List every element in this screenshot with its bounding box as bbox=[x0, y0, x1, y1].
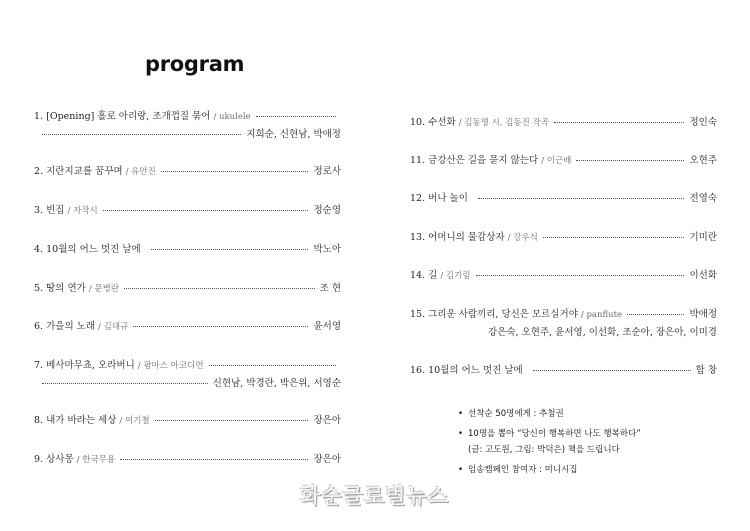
dot-leader bbox=[533, 369, 691, 371]
item-credit: / 이근배 bbox=[541, 156, 572, 166]
item-performers: 지희순, 신현남, 박애정 bbox=[246, 129, 341, 140]
item-title: 4. 10월의 어느 멋진 날에 bbox=[34, 244, 141, 255]
dot-leader bbox=[161, 170, 309, 172]
item-title: 10. 수선화 bbox=[410, 117, 456, 128]
item-credit: / 유안진 bbox=[125, 167, 156, 177]
item-credit: / panflute bbox=[580, 310, 623, 320]
program-item-10 bbox=[410, 116, 717, 130]
program-item-8 bbox=[34, 414, 341, 428]
dot-leader bbox=[133, 325, 308, 327]
program-title: program bbox=[145, 52, 245, 76]
item-credit: / 자작시 bbox=[67, 206, 98, 216]
item-credit: / 강우식 bbox=[507, 233, 538, 243]
item-performer: 기미란 bbox=[689, 232, 717, 243]
item-credit: / 김동명 시, 김동진 작곡 bbox=[458, 118, 549, 128]
note-line: (글: 고도원, 그림: 박덕은) 책을 드립니다 bbox=[468, 445, 620, 455]
item-performer: 박애정 bbox=[689, 309, 717, 320]
item-credit: / 김기림 bbox=[440, 271, 471, 281]
item-title: 3. 빈집 bbox=[34, 205, 65, 216]
item-title: 16. 10월의 어느 멋진 날에 bbox=[410, 365, 523, 376]
dot-leader bbox=[42, 382, 208, 384]
item-performer: 장은아 bbox=[313, 415, 341, 426]
item-credit: / 김대규 bbox=[98, 322, 129, 332]
item-performers: 신현남, 박경란, 박은위, 서영순 bbox=[212, 378, 341, 389]
item-title: 11. 금강산은 길을 묻지 않는다 bbox=[410, 155, 539, 166]
bullet-icon: • bbox=[458, 429, 464, 439]
item-performer: 박노아 bbox=[313, 244, 341, 255]
item-performer: 오현주 bbox=[689, 155, 717, 166]
item-credit: / 한국무용 bbox=[76, 455, 116, 465]
program-item-3 bbox=[34, 204, 341, 218]
item-credit: / 팜마스 아코디언 bbox=[137, 361, 204, 371]
note-line: • 선착순 50명에게 : 추첨권 bbox=[458, 406, 641, 422]
program-item-14 bbox=[410, 269, 717, 283]
program-item-13 bbox=[410, 231, 717, 245]
item-title: 12. 버나 놀이 bbox=[410, 193, 468, 204]
program-item-2 bbox=[34, 165, 341, 179]
item-performer: 윤서영 bbox=[313, 321, 341, 332]
dot-leader bbox=[103, 209, 309, 211]
item-title: 7. 베사마무쵸, 오라버니 bbox=[34, 360, 135, 371]
item-credit: / ukulele bbox=[213, 112, 251, 122]
note-line: • 10명을 뽑아 “당신이 행복하면 나도 행복하다” bbox=[458, 426, 641, 442]
item-performer: 조 현 bbox=[319, 283, 341, 294]
dot-leader bbox=[209, 364, 336, 366]
dot-leader bbox=[478, 197, 685, 199]
item-title: 8. 내가 바라는 세상 bbox=[34, 415, 117, 426]
program-item-15 bbox=[410, 308, 717, 340]
item-credit: / 이기철 bbox=[119, 416, 150, 426]
item-performer: 합 창 bbox=[695, 365, 717, 376]
dot-leader bbox=[120, 458, 308, 460]
item-performers: 강은숙, 오현주, 윤서영, 이선화, 조순아, 장은아, 이미경 bbox=[488, 327, 717, 338]
program-item-6 bbox=[34, 320, 341, 334]
bullet-icon: • bbox=[458, 409, 464, 419]
dot-leader bbox=[256, 115, 336, 117]
dot-leader bbox=[543, 236, 685, 238]
program-item-12 bbox=[410, 192, 717, 206]
item-title: 15. 그리운 사람끼리, 당신은 모르실거야 bbox=[410, 309, 578, 320]
item-title: 5. 땅의 연가 bbox=[34, 283, 86, 294]
dot-leader bbox=[124, 287, 315, 289]
event-notes bbox=[458, 406, 641, 478]
note-line: • 임송캠페인 참여자 : 미니시집 bbox=[458, 462, 641, 478]
program-item-1 bbox=[34, 110, 341, 142]
dot-leader bbox=[476, 274, 685, 276]
dot-leader bbox=[155, 419, 309, 421]
watermark: 화순글로벌뉴스 bbox=[300, 484, 450, 508]
program-item-7 bbox=[34, 359, 341, 391]
item-performer: 정인숙 bbox=[689, 117, 717, 128]
item-title: 2. 지란지교를 꿈꾸며 bbox=[34, 166, 123, 177]
program-item-9 bbox=[34, 453, 341, 467]
item-performer: 장은아 bbox=[313, 454, 341, 465]
program-item-11 bbox=[410, 154, 717, 168]
dot-leader bbox=[42, 133, 241, 135]
dot-leader bbox=[554, 121, 684, 123]
item-title: 1. [Opening] 홀로 아리랑, 조개껍질 묶어 bbox=[34, 111, 211, 122]
item-performer: 정로사 bbox=[313, 166, 341, 177]
item-title: 6. 가을의 노래 bbox=[34, 321, 96, 332]
item-title: 13. 어머니의 물감상자 bbox=[410, 232, 505, 243]
program-item-4 bbox=[34, 243, 341, 257]
item-title: 9. 상사몽 bbox=[34, 454, 74, 465]
item-performer: 전영숙 bbox=[689, 193, 717, 204]
dot-leader bbox=[151, 248, 309, 250]
bullet-icon: • bbox=[458, 465, 464, 475]
dot-leader bbox=[627, 313, 684, 315]
item-title: 14. 길 bbox=[410, 270, 438, 281]
item-performer: 정순영 bbox=[313, 205, 341, 216]
dot-leader bbox=[576, 159, 684, 161]
program-item-16 bbox=[410, 364, 717, 378]
item-credit: / 문병란 bbox=[88, 284, 120, 294]
program-item-5 bbox=[34, 282, 341, 296]
item-performer: 이선화 bbox=[689, 270, 717, 281]
